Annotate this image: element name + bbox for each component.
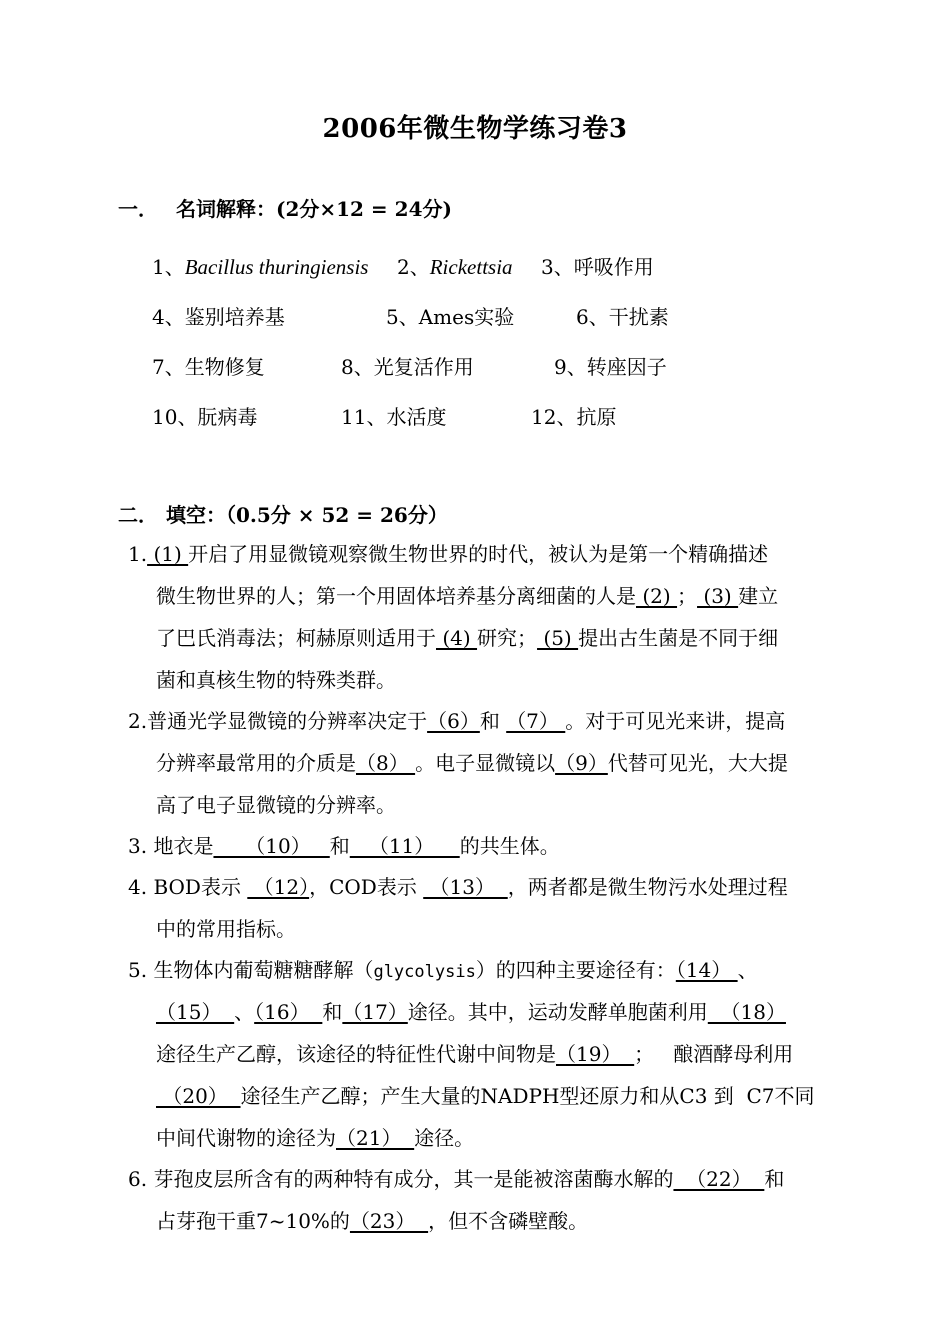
blank-3: (3)	[697, 584, 739, 608]
section-2-number: 二．	[118, 503, 158, 527]
term-10: 10、朊病毒	[152, 405, 258, 429]
blank-12: （12）	[247, 875, 310, 899]
blank-1: (1)	[147, 542, 189, 566]
section-2-heading	[118, 499, 448, 528]
terms-row-3	[152, 351, 852, 381]
blank-11: （11）	[349, 834, 460, 858]
section-2-title: 填空：（0.5分 × 52 = 26分）	[166, 503, 448, 527]
term-1: 1、Bacillus thuringiensis	[152, 255, 369, 279]
question-5-line-1: 5. 生物体内葡萄糖糖酵解（glycolysis）的四种主要途径有：（14） 、	[128, 958, 758, 982]
term-12: 12、抗原	[531, 405, 617, 429]
blank-19: （19）	[556, 1042, 635, 1066]
question-6-line-1: 6. 芽孢皮层所含有的两种特有成分，其一是能被溶菌酶水解的 （22） 和	[128, 1167, 785, 1191]
question-1-line-1: 1. (1) 开启了用显微镜观察微生物世界的时代，被认为是第一个精确描述	[128, 542, 769, 566]
question-3-line-1: 3. 地衣是 （10） 和 （11） 的共生体。	[128, 834, 560, 858]
blank-14: （14）	[675, 958, 738, 982]
blank-22: （22）	[673, 1167, 765, 1191]
question-2-line-1: 2.普通光学显微镜的分辨率决定于（6）和 （7） 。对于可见光来讲，提高	[128, 709, 786, 733]
section-1-heading	[118, 193, 452, 222]
question-4-line-2: 中的常用指标。	[156, 917, 296, 941]
section-1-number: 一．	[118, 197, 158, 221]
term-11: 11、水活度	[341, 405, 447, 429]
terms-row-1	[152, 251, 852, 281]
question-5-line-3: 途径生产乙醇，该途径的特征性代谢中间物是（19） ； 酿酒酵母利用	[156, 1042, 794, 1066]
term-8: 8、光复活作用	[341, 355, 474, 379]
blank-20: （20）	[156, 1084, 241, 1108]
term-1-latin: Bacillus thuringiensis	[184, 255, 369, 279]
question-5-line-5: 中间代谢物的途径为（21） 途径。	[156, 1126, 475, 1150]
question-2-line-2: 分辨率最常用的介质是（8） 。电子显微镜以（9）代替可见光，大大提	[156, 751, 788, 775]
question-6-line-2: 占芽孢干重7~10%的（23） ，但不含磷壁酸。	[156, 1209, 589, 1233]
question-2-line-3: 高了电子显微镜的分辨率。	[156, 793, 396, 817]
blank-8: （8）	[356, 751, 416, 775]
blank-17: （17）	[342, 1000, 408, 1024]
blank-4: (4)	[436, 626, 478, 650]
blank-10: （10）	[213, 834, 330, 858]
blank-6: （6）	[427, 709, 480, 733]
question-1-line-4: 菌和真核生物的特殊类群。	[156, 668, 396, 692]
term-2: 2、Rickettsia	[397, 255, 513, 279]
question-5-line-4: （20） 途径生产乙醇；产生大量的NADPH型还原力和从C3 到 C7不同	[156, 1084, 815, 1108]
blank-18: （18）	[707, 1000, 786, 1024]
term-7: 7、生物修复	[152, 355, 265, 379]
blank-15: （15）	[156, 1000, 235, 1024]
blank-2: (2)	[636, 584, 678, 608]
blank-7: （7）	[506, 709, 566, 733]
terms-row-4	[152, 401, 852, 431]
blank-13: （13）	[423, 875, 508, 899]
term-2-latin: Rickettsia	[429, 255, 513, 279]
blank-23: （23）	[349, 1209, 429, 1233]
question-4-line-1: 4. BOD表示 （12），COD表示 （13） ，两者都是微生物污水处理过程	[128, 875, 788, 899]
question-5-line-2: （15） 、（16） 和（17）途径。其中，运动发酵单胞菌利用 （18）	[156, 1000, 786, 1024]
section-1-title: 名词解释：(2分×12 = 24分)	[176, 197, 452, 221]
term-9: 9、转座因子	[554, 355, 667, 379]
term-6: 6、干扰素	[576, 305, 669, 329]
term-5: 5、Ames实验	[386, 305, 515, 329]
term-3: 3、呼吸作用	[541, 255, 654, 279]
term-4: 4、鉴别培养基	[152, 305, 285, 329]
question-1-line-2: 微生物世界的人；第一个用固体培养基分离细菌的人是 (2) ； (3) 建立	[156, 584, 779, 608]
page-title: 2006年微生物学练习卷3	[322, 114, 628, 144]
blank-16: （16）	[254, 1000, 323, 1024]
blank-5: (5)	[537, 626, 579, 650]
blank-21: （21）	[336, 1126, 415, 1150]
terms-row-2	[152, 301, 852, 331]
question-1-line-3: 了巴氏消毒法；柯赫原则适用于 (4) 研究； (5) 提出古生菌是不同于细	[156, 626, 779, 650]
blank-9: （9）	[555, 751, 608, 775]
